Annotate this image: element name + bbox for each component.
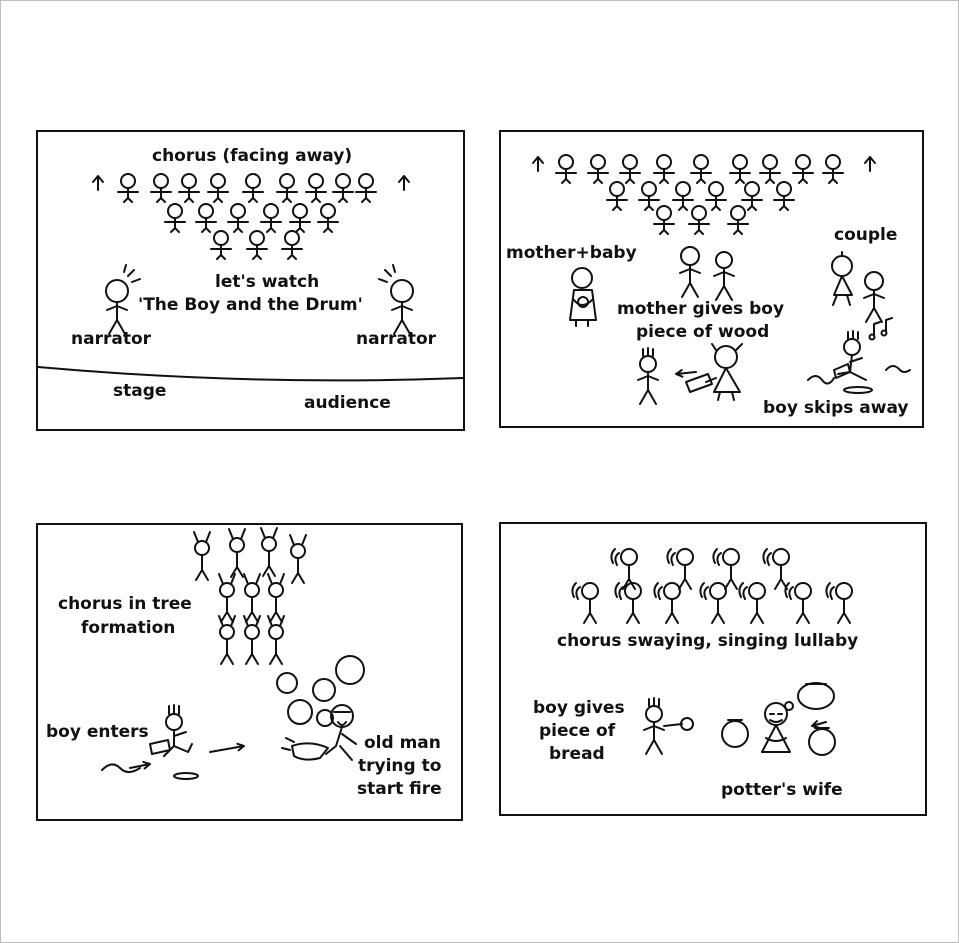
tree-line-2: formation bbox=[81, 618, 176, 638]
boy-enters-label: boy enters bbox=[46, 722, 149, 742]
bread-line-3: bread bbox=[549, 744, 605, 764]
bread-line-2: piece of bbox=[539, 721, 616, 741]
chorus-label: chorus (facing away) bbox=[152, 146, 353, 166]
mother-baby-label: mother+baby bbox=[506, 243, 637, 263]
tree-line-1: chorus in tree bbox=[58, 594, 192, 614]
narrator-right-label: narrator bbox=[356, 329, 437, 349]
narrator-left-label: narrator bbox=[71, 329, 152, 349]
panel-2 bbox=[499, 130, 924, 428]
watch-line-1: let's watch bbox=[215, 272, 320, 292]
old-man-line-2: trying to bbox=[358, 756, 442, 776]
stage-label: stage bbox=[113, 381, 167, 401]
bread-line-1: boy gives bbox=[533, 698, 625, 718]
old-man-line-1: old man bbox=[364, 733, 441, 753]
panel-4 bbox=[499, 522, 927, 816]
audience-label: audience bbox=[304, 393, 391, 413]
chorus-lullaby-label: chorus swaying, singing lullaby bbox=[557, 631, 859, 651]
old-man-line-3: start fire bbox=[357, 779, 442, 799]
gives-wood-line-2: piece of wood bbox=[636, 322, 770, 342]
gives-wood-line-1: mother gives boy bbox=[617, 299, 785, 319]
watch-line-2: 'The Boy and the Drum' bbox=[138, 295, 363, 315]
potters-wife-label: potter's wife bbox=[721, 780, 843, 800]
skips-away-label: boy skips away bbox=[763, 398, 909, 418]
couple-label: couple bbox=[834, 225, 898, 245]
